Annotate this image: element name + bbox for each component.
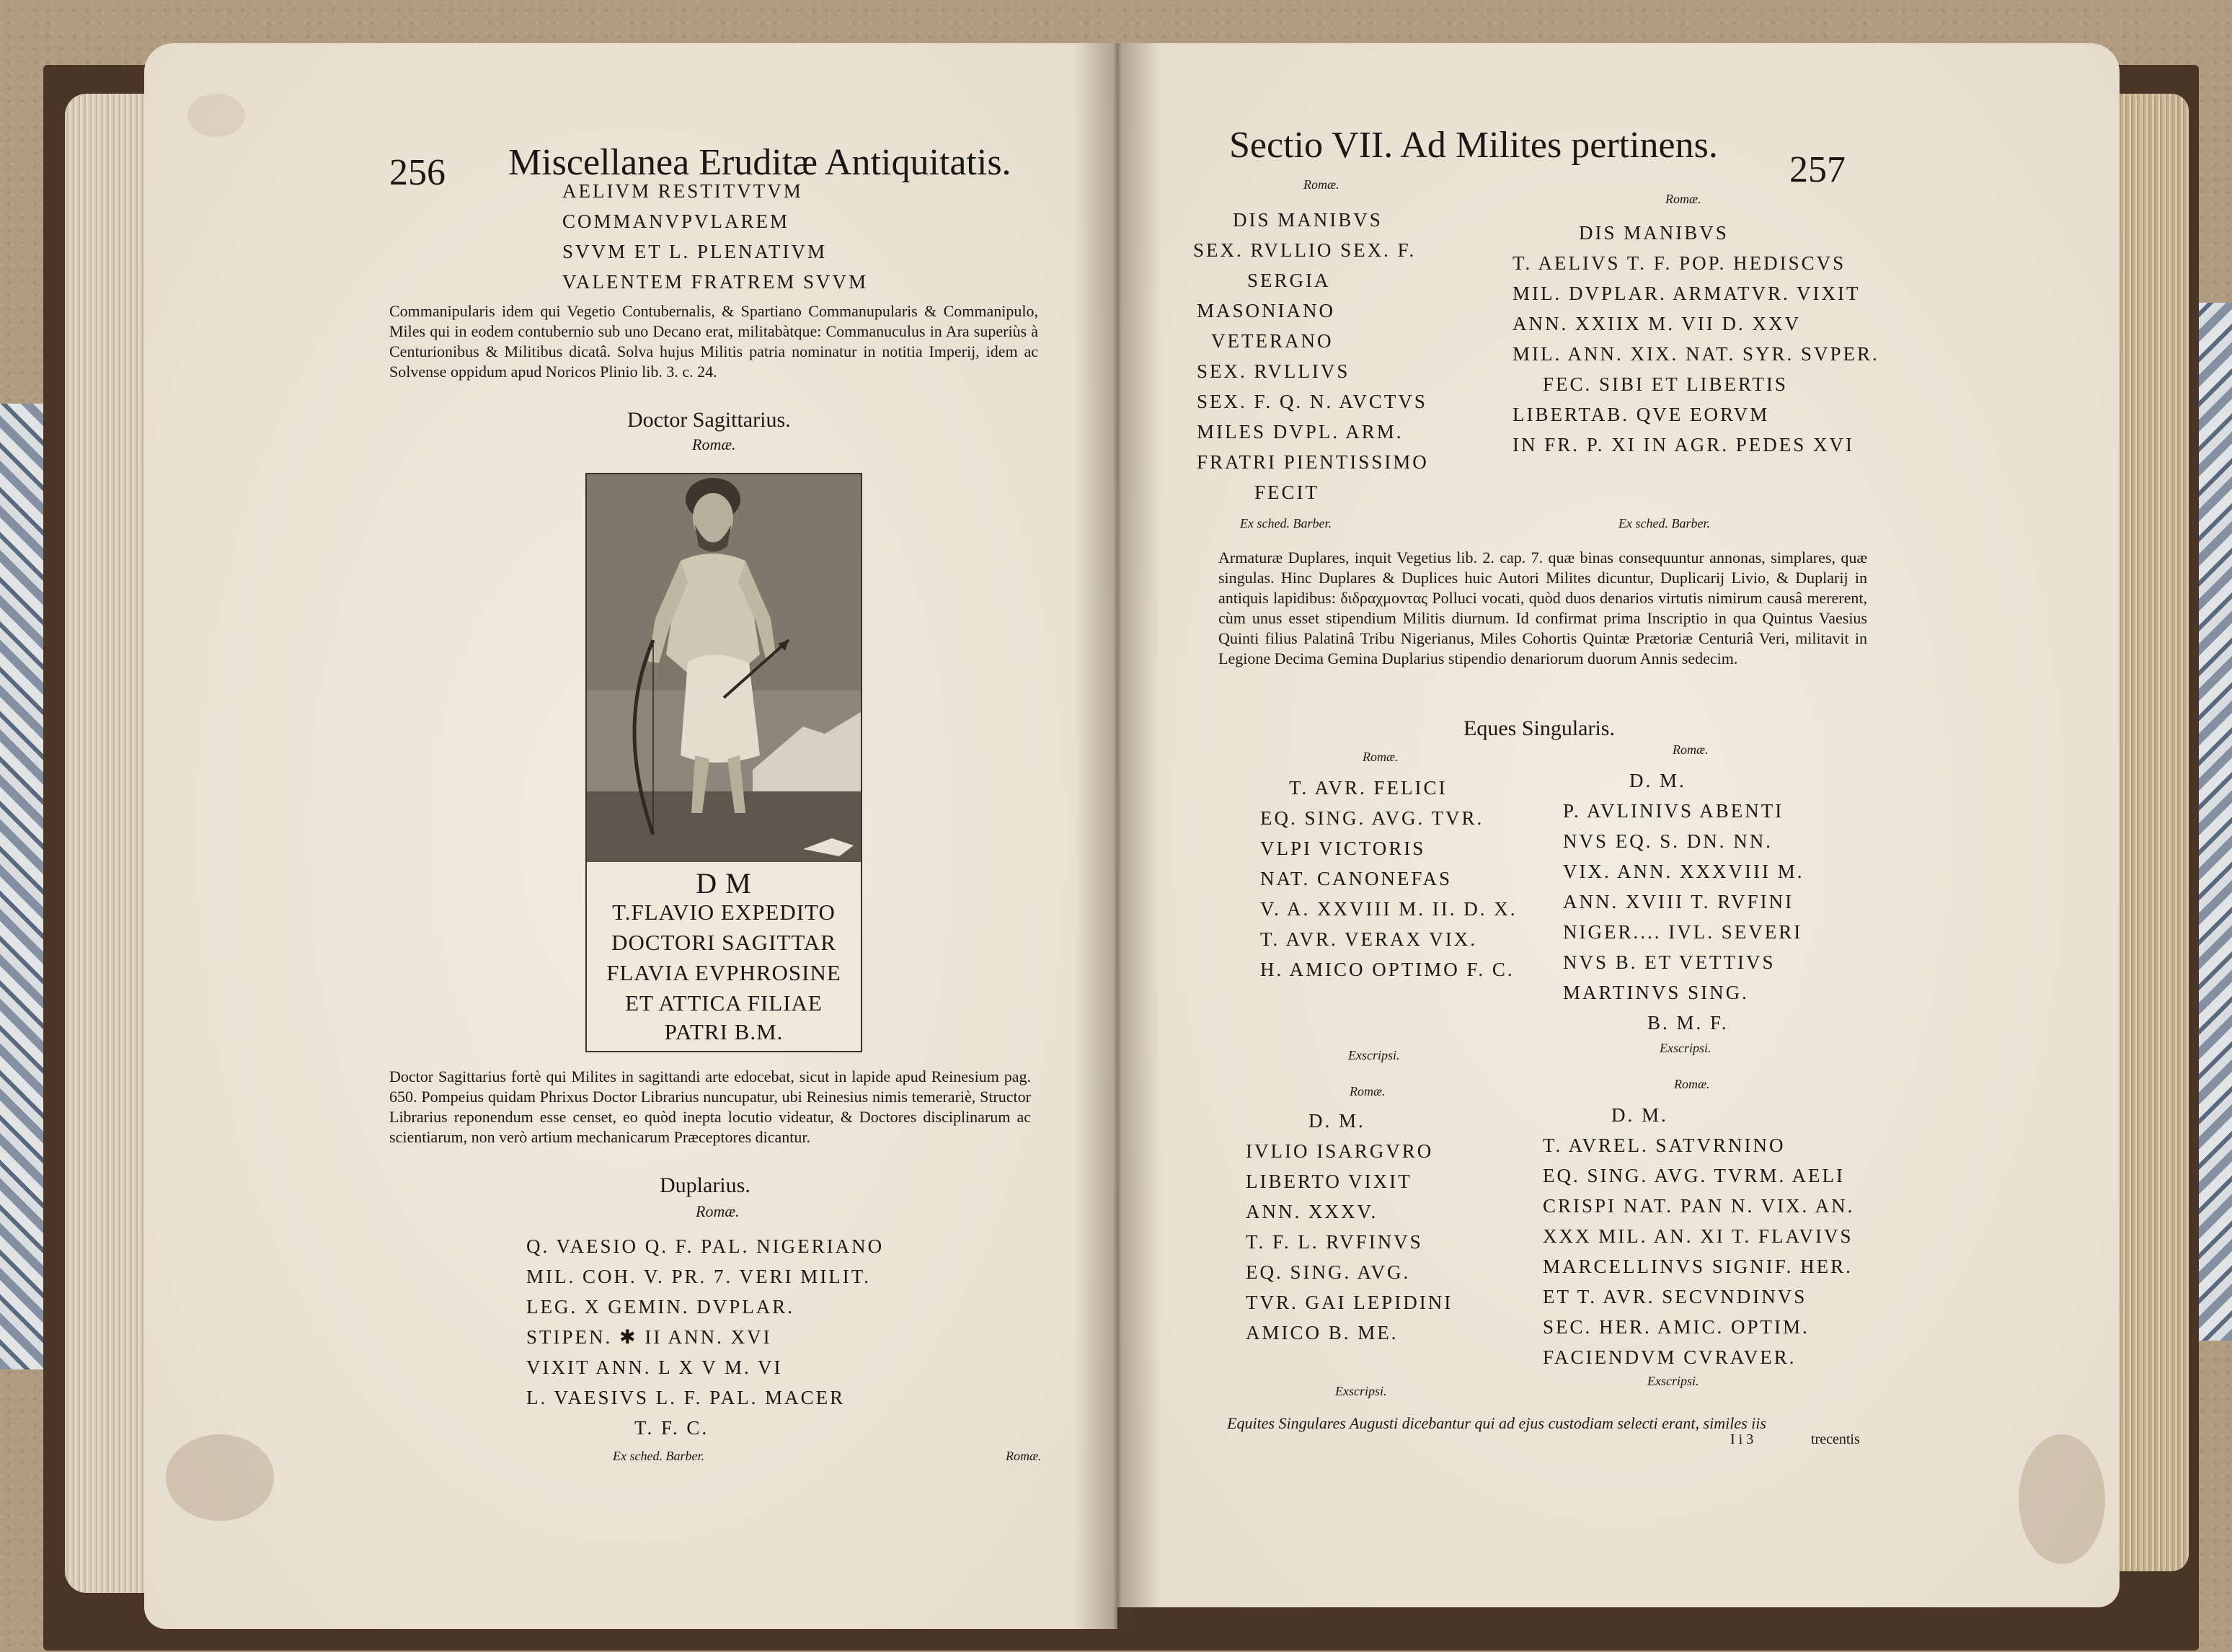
place-label: Romæ. xyxy=(1674,1077,1710,1091)
commentary-duplares: Armaturæ Duplares, inquit Vegetius lib. 2. cap. 7. quæ binas consequuntur annonas, simplares, quæ singulas. Hinc Duplares & Duplices huic Autori Milites dicuntur, Duplicarij Livio, & Duplarij in antiquis lapidibus: διδραχμοντας Polluci vocati, quòd duos denarios virtutis nimirum causâ mererent, cùm unus esset stipendium Militis diurnum. Id confirmat prima Inscriptio in qua Quintus Vaesius Quinti filius Palatinâ Tribu Nigerianus, Miles Cohortis Quintæ Prætoriæ Centuriâ Veri, militavit in Legione Decima Gemina Duplarius stipendio denariorum duorum Annis sedecim. xyxy=(1218,549,1867,667)
signature-mark: I i 3 xyxy=(1730,1431,1754,1447)
inscription-line: SVVM ET L. PLENATIVM xyxy=(562,241,828,262)
place-label: Romæ. xyxy=(696,1202,740,1220)
inscription-line: VALENTEM FRATREM SVVM xyxy=(562,271,869,293)
inscription-line: NVS EQ. S. DN. NN. xyxy=(1563,830,1773,852)
inscription-line: V. A. XXVIII M. II. D. X. xyxy=(1260,898,1518,920)
inscription-line: NIGER.... IVL. SEVERI xyxy=(1563,921,1803,943)
inscription-line: D. M. xyxy=(1611,1104,1668,1126)
inscription-line: T. F. C. xyxy=(634,1417,709,1439)
inscription-tablet xyxy=(585,862,862,1052)
inscription-line: DIS MANIBVS xyxy=(1579,222,1729,244)
inscription-line: NAT. CANONEFAS xyxy=(1260,868,1453,889)
inscription-line: EQ. SING. AVG. xyxy=(1246,1261,1411,1283)
inscription-line: LIBERTAB. QVE EORVM xyxy=(1513,404,1770,425)
inscription-line: VLPI VICTORIS xyxy=(1260,838,1426,859)
inscription-line: LEG. X GEMIN. DVPLAR. xyxy=(526,1296,794,1318)
inscription-line: MIL. COH. V. PR. 7. VERI MILIT. xyxy=(526,1266,872,1287)
inscription-line: MIL. ANN. XIX. NAT. SYR. SVPER. xyxy=(1513,343,1879,365)
heading-duplarius: Duplarius. xyxy=(660,1173,750,1197)
inscription-line: EQ. SING. AVG. TVRM. AELI xyxy=(1543,1165,1846,1186)
heading-doctor-sagittarius: Doctor Sagittarius. xyxy=(627,408,791,432)
inscription-line: B. M. F. xyxy=(1647,1012,1729,1034)
inscription-line: SEX. F. Q. N. AVCTVS xyxy=(1197,391,1427,412)
inscription-line: TVR. GAI LEPIDINI xyxy=(1246,1292,1453,1313)
commentary-commanipularis: Commanipularis idem qui Vegetio Contubernalis, & Spartiano Commanupularis & Commanipulo, Miles qui in eodem contubernio sub uno Decano erat, militabàtque: Commanuculus in Ara superiùs à Centurionibus & Militibus dicatâ. Solva hujus Militis patria nominatur in notitia Imperij, idem ac Solvense oppidum apud Noricos Plinio lib. 3. c. 24. xyxy=(389,302,1038,381)
inscription-line: VIX. ANN. XXXVIII M. xyxy=(1563,861,1804,882)
inscription-line: T. AVREL. SATVRNINO xyxy=(1543,1134,1786,1156)
right-running-head: Sectio VII. Ad Milites pertinens. xyxy=(1229,125,1718,166)
left-running-head: Miscellanea Eruditæ Antiquitatis. xyxy=(508,142,1011,183)
inscription-line: ET T. AVR. SECVNDINVS xyxy=(1543,1286,1807,1307)
tablet-line: FLAVIA EVPHROSINE xyxy=(606,960,841,985)
inscription-line: H. AMICO OPTIMO F. C. xyxy=(1260,959,1515,980)
archer-figure-illustration xyxy=(587,474,861,863)
inscription-line: ANN. XVIII T. RVFINI xyxy=(1563,891,1794,912)
inscription-line: T. F. L. RVFINVS xyxy=(1246,1231,1423,1253)
catchword: trecentis xyxy=(1811,1431,1860,1447)
inscription-line: MARCELLINVS SIGNIF. HER. xyxy=(1543,1256,1853,1277)
commentary-doctor-sagittarius: Doctor Sagittarius fortè qui Milites in sagittandi arte edocebat, sicut in lapide apud Reinesium pag. 650. Pompeius quidam Phrixus Doctor Librarius nuncupatur, ubi Reinesius nimis temerariè, Structor Librarius reponendum esse censet, eo quòd inepta locutio videatur, & Doctores disciplinarum ac scientiarum, non verò artium mechanicarum Præceptores dicantur. xyxy=(389,1067,1031,1146)
inscription-line: ANN. XXIIX M. VII D. XXV xyxy=(1513,313,1801,334)
book-gutter xyxy=(1074,43,1161,1629)
inscription-line: EQ. SING. AVG. TVR. xyxy=(1260,807,1484,829)
inscription-line: L. VAESIVS L. F. PAL. MACER xyxy=(526,1387,846,1408)
inscription-line: LIBERTO VIXIT xyxy=(1246,1171,1412,1192)
inscription-line: COMMANVPVLAREM xyxy=(562,210,790,232)
inscription-line: AELIVM RESTITVTVM xyxy=(562,180,803,202)
place-label: Romæ. xyxy=(1350,1084,1386,1098)
inscription-line: XXX MIL. AN. XI T. FLAVIVS xyxy=(1543,1225,1854,1247)
inscription-line: CRISPI NAT. PAN N. VIX. AN. xyxy=(1543,1195,1855,1217)
inscription-line: D. M. xyxy=(1629,770,1686,791)
tablet-line: ET ATTICA FILIAE xyxy=(625,990,823,1016)
inscription-line: P. AVLINIVS ABENTI xyxy=(1563,800,1784,822)
inscription-line: IN FR. P. XI IN AGR. PEDES XVI xyxy=(1513,434,1855,456)
heading-eques-singularis: Eques Singularis. xyxy=(1463,716,1615,740)
inscription-line: D. M. xyxy=(1308,1110,1365,1132)
place-label: Romæ. xyxy=(1303,177,1339,192)
left-folio: 256 xyxy=(389,152,446,193)
inscription-line: VETERANO xyxy=(1211,330,1334,352)
tablet-line: T.FLAVIO EXPEDITO xyxy=(612,900,836,925)
place-label: Romæ. xyxy=(1363,750,1399,764)
tablet-line: D M xyxy=(696,867,752,900)
inscription-line: IVLIO ISARGVRO xyxy=(1246,1140,1434,1162)
exscripsi-label: Exscripsi. xyxy=(1348,1048,1400,1062)
inscription-line: NVS B. ET VETTIVS xyxy=(1563,951,1776,973)
tablet-line: PATRI B.M. xyxy=(664,1019,784,1044)
stain xyxy=(187,94,245,137)
exscripsi-label: Exscripsi. xyxy=(1335,1384,1387,1398)
inscription-line: AMICO B. ME. xyxy=(1246,1322,1399,1344)
exscripsi-label: Exscripsi. xyxy=(1660,1041,1711,1055)
stain xyxy=(2019,1434,2105,1564)
right-folio: 257 xyxy=(1789,149,1846,190)
source-note: Ex sched. Barber. xyxy=(1618,516,1710,530)
place-label: Romæ. xyxy=(692,435,736,453)
tablet-line: DOCTORI SAGITTAR xyxy=(611,930,836,955)
inscription-line: MIL. DVPLAR. ARMATVR. VIXIT xyxy=(1513,283,1861,304)
inscription-line: T. AELIVS T. F. POP. HEDISCVS xyxy=(1513,252,1846,274)
inscription-line: T. AVR. FELICI xyxy=(1289,777,1448,799)
archer-engraving xyxy=(585,473,862,865)
inscription-line: ANN. XXXV. xyxy=(1246,1201,1378,1222)
inscription-line: FEC. SIBI ET LIBERTIS xyxy=(1543,373,1788,395)
catchword: Romæ. xyxy=(1006,1449,1042,1463)
inscription-line: FACIENDVM CVRAVER. xyxy=(1543,1346,1797,1368)
inscription-line: MASONIANO xyxy=(1197,300,1336,321)
inscription-line: VIXIT ANN. L X V M. VI xyxy=(526,1356,783,1378)
inscription-line: MARTINVS SING. xyxy=(1563,982,1749,1003)
exscripsi-label: Exscripsi. xyxy=(1647,1374,1699,1388)
inscription-line: SEX. RVLLIO SEX. F. xyxy=(1193,239,1417,261)
inscription-line: T. AVR. VERAX VIX. xyxy=(1260,928,1478,950)
inscription-line: DIS MANIBVS xyxy=(1233,209,1383,231)
inscription-line: MILES DVPL. ARM. xyxy=(1197,421,1404,443)
place-label: Romæ. xyxy=(1673,742,1709,757)
place-label: Romæ. xyxy=(1665,192,1701,206)
inscription-line: FRATRI PIENTISSIMO xyxy=(1197,451,1429,473)
inscription-line: SEC. HER. AMIC. OPTIM. xyxy=(1543,1316,1810,1338)
source-note: Ex sched. Barber. xyxy=(613,1449,704,1463)
inscription-line: STIPEN. ✱ II ANN. XVI xyxy=(526,1326,772,1348)
inscription-line: FECIT xyxy=(1254,481,1320,503)
inscription-line: SEX. RVLLIVS xyxy=(1197,360,1350,382)
inscription-line: SERGIA xyxy=(1247,270,1331,291)
stain xyxy=(166,1434,274,1521)
footer-line: Equites Singulares Augusti dicebantur qui ad ejus custodiam selecti erant, similes iis xyxy=(1227,1414,1766,1432)
source-note: Ex sched. Barber. xyxy=(1240,516,1332,530)
inscription-line: Q. VAESIO Q. F. PAL. NIGERIANO xyxy=(526,1235,885,1257)
